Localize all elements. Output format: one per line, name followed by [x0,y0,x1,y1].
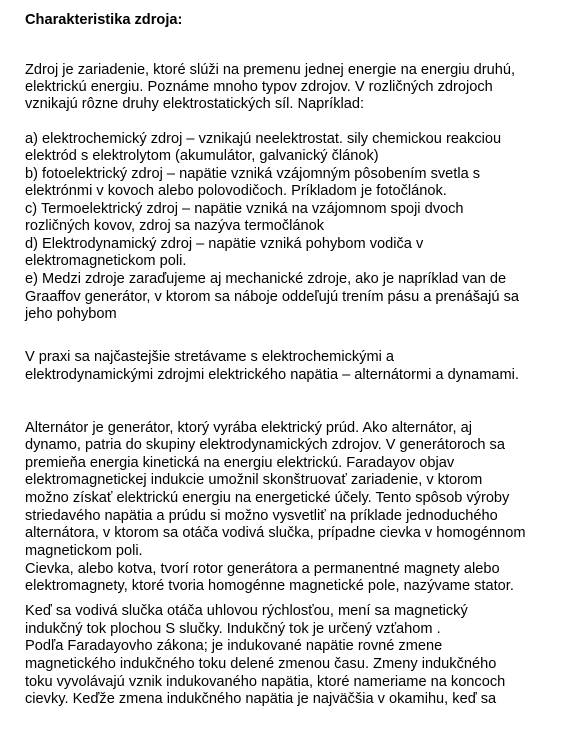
text-line: Keď sa vodivá slučka otáča uhlovou rýchlosťou, mení sa magnetický [25,603,468,619]
text-line: elektrodynamickými zdrojmi elektrického napätia – alternátormi a dynamami. [25,367,519,383]
text-line: elektrickú energiu. Poznáme mnoho typov zdrojov. V rozličných zdrojoch [25,79,493,95]
text-line: elektromagnety, ktoré tvoria homogénne magnetické pole, nazývame stator. [25,578,514,594]
text-line: c) Termoelektrický zdroj – napätie vzniká na vzájomnom spoji dvoch [25,201,464,217]
document-title: Charakteristika zdroja: [25,12,183,28]
text-line: Cievka, alebo kotva, tvorí rotor generátora a permanentné magnety alebo [25,561,500,577]
text-line: vznikajú rôzne druhy elektrostatických síl. Napríklad: [25,96,365,112]
text-line: dynamo, patria do skupiny elektrodynamických zdrojov. V generátoroch sa [25,437,505,453]
text-line: Graaffov generátor, v ktorom sa náboje oddeľujú trením pásu a prenášajú sa [25,289,519,305]
text-line: elektród s elektrolytom (akumulátor, galvanický článok) [25,148,379,164]
text-line: jeho pohybom [25,306,117,322]
text-line: elektromagnetickej indukcie umožnil skonštruovať zariadenie, v ktorom [25,472,483,488]
text-line: indukčný tok plochou S slučky. Indukčný tok je určený vzťahom . [25,621,441,637]
text-line: d) Elektrodynamický zdroj – napätie vzniká pohybom vodiča v [25,236,424,252]
text-line: magnetickom poli. [25,543,143,559]
text-line: e) Medzi zdroje zaraďujeme aj mechanické zdroje, ako je napríklad van de [25,271,507,287]
text-line: rozličných kovov, zdroj sa nazýva termočlánok [25,218,325,234]
text-line: elektrónmi v kovoch alebo polovodičoch. Príkladom je fotočlánok. [25,183,447,199]
text-line: striedavého napätia a prúdu si možno vysvetliť na príklade jednoduchého [25,508,498,524]
text-line: toku vyvolávajú vznik indukovaného napätia, ktoré nameriame na koncoch [25,674,506,690]
text-line: b) fotoelektrický zdroj – napätie vzniká vzájomným pôsobením svetla s [25,166,481,182]
text-line: možno získať elektrickú energiu na energetické účely. Tento spôsob výroby [25,490,510,506]
text-line: a) elektrochemický zdroj – vznikajú neelektrostat. sily chemickou reakciou [25,131,502,147]
text-line: Podľa Faradayovho zákona; je indukované napätie rovné zmene [25,638,443,654]
text-line: elektromagnetickom poli. [25,253,187,269]
text-line: Alternátor je generátor, ktorý vyrába elektrický prúd. Ako alternátor, aj [25,420,472,436]
text-line: cievky. Keďže zmena indukčného napätia je najväčšia v okamihu, keď sa [25,691,497,707]
text-line: alternátora, v ktorom sa otáča vodivá slučka, prípadne cievka v homogénnom [25,525,526,541]
text-line: premieňa energia kinetická na energiu elektrickú. Faradayov objav [25,455,455,471]
text-line: Zdroj je zariadenie, ktoré slúži na premenu jednej energie na energiu druhú, [25,62,516,78]
text-line: magnetického indukčného toku delené zmenou času. Zmeny indukčného [25,656,497,672]
text-line: V praxi sa najčastejšie stretávame s elektrochemickými a [25,349,395,365]
